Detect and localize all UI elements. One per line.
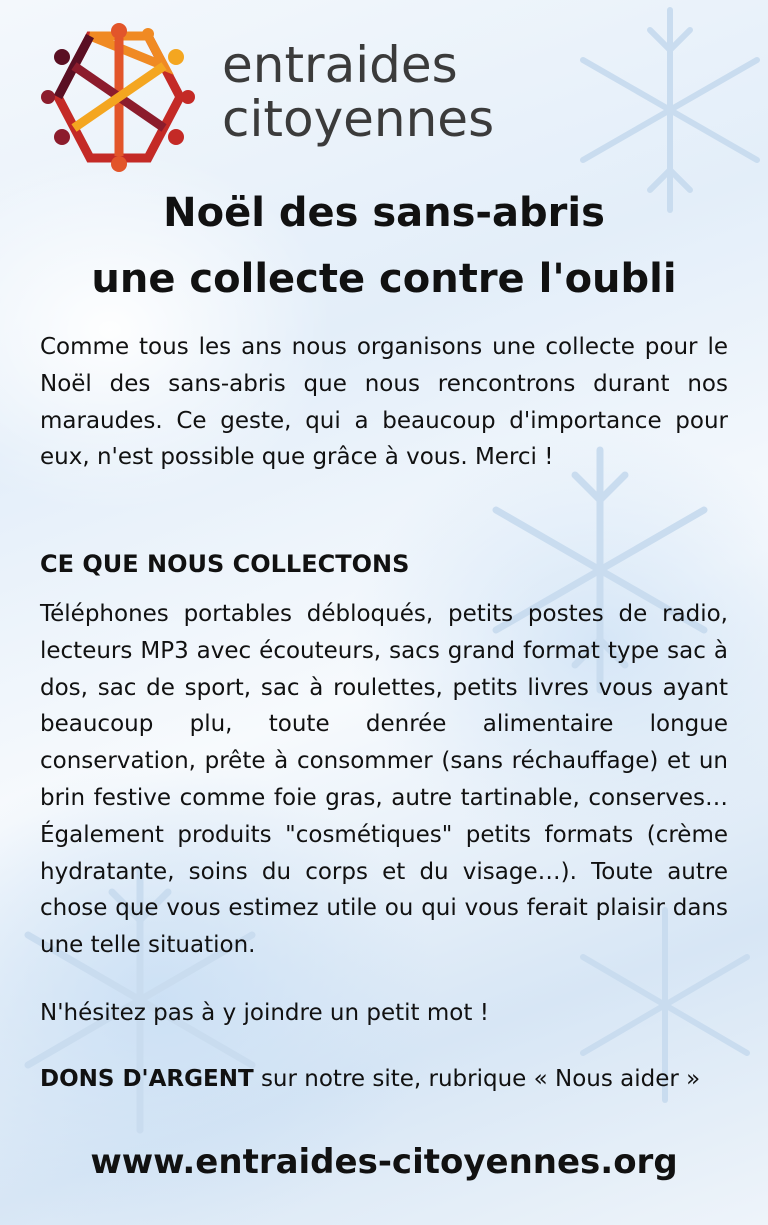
brand-line-2: citoyennes: [222, 90, 495, 148]
logo-icon: [38, 22, 200, 172]
website-url: www.entraides-citoyennes.org: [90, 1142, 678, 1182]
collect-heading: CE QUE NOUS COLLECTONS: [40, 550, 410, 578]
donations-text: sur notre site, rubrique « Nous aider »: [253, 1066, 701, 1092]
brand-line-1: entraides: [222, 36, 458, 94]
donations-label: DONS D'ARGENT: [40, 1066, 254, 1092]
snowflake-icon: [560, 0, 768, 220]
brand-name: [222, 38, 494, 146]
intro-paragraph: Comme tous les ans nous organisons une collecte pour le Noël des sans-abris que nous rencontrons durant nos maraudes. Ce geste, qui a beaucoup d'importance pour eux, n'est possible que grâce à vous. Merci !: [40, 334, 728, 471]
title-line-2: une collecte contre l'oubli: [91, 256, 677, 302]
donations-paragraph: [40, 1061, 728, 1098]
collect-paragraph: Téléphones portables débloqués, petits postes de radio, lecteurs MP3 avec écouteurs, sacs grand format type sac à dos, sac de sport, sac à roulettes, petits livres vous ayant beaucoup plu, toute denrée alimentaire longue conservation, prête à consommer (sans réchauffage) et un brin festive comme foie gras, autre tartinable, conserves… Également produits "cosmétiques" petits formats (crème hydratante, soins du corps et du visage…). Toute autre chose que vous estimez utile ou qui vous ferait plaisir dans une telle situation.: [40, 601, 728, 959]
collect-note: N'hésitez pas à y joindre un petit mot !: [40, 1000, 489, 1026]
title-line-1: Noël des sans-abris: [163, 190, 605, 236]
